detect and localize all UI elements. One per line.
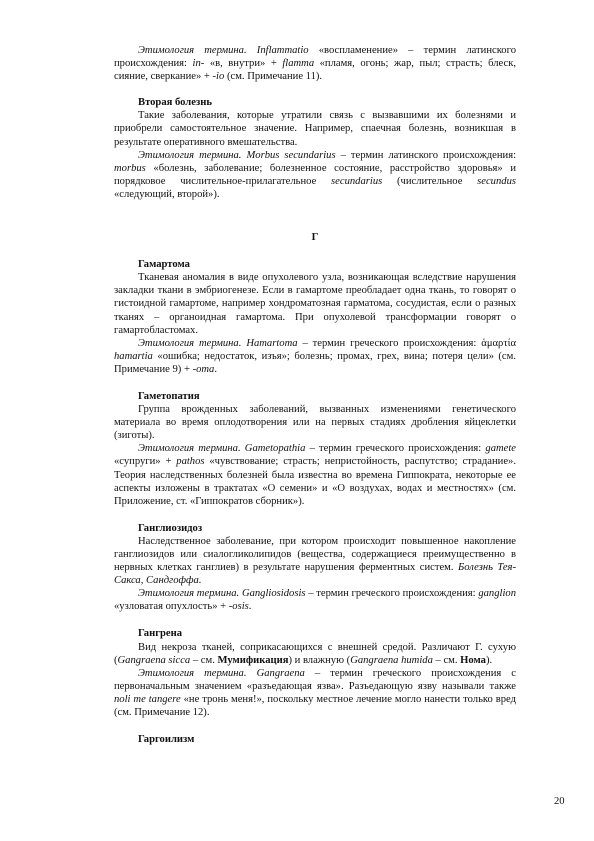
cross-reference: Мумификация — [217, 654, 289, 666]
entry-definition: Тканевая аномалия в виде опухолевого узла, возникающая вследствие нарушения закладки ткани в эмбриогенезе. Если в гамартоме преобладает одна ткань, то говорят о гистоидной гамартоме, например хондроматозная гарматома, сосудистая, если о разных тканях – органоидная гамартома. При опухолевой трансформации говорят о гамартобластомах. — [114, 272, 516, 336]
text-column — [114, 44, 516, 746]
entry-heading-gargoilizm: Гаргоилизм — [138, 734, 195, 746]
entry-definition: Такие заболевания, которые утратили связь с вызвавшими их болезнями и приобрели самостоятельное значение. Например, спаечная болезнь, возникшая в результате оперативного вмешательства. — [114, 110, 516, 148]
entry-etymology: Этимология термина. Morbus secundarius – термин латинского происхождения: morbus «болезнь, заболевание; болезненное состояние, расстройство здоровья» и порядковое числительное-прилагательное secundarius (числительное secundus «следующий, второй»). — [114, 149, 517, 200]
entry-heading-gangrena: Гангрена — [138, 628, 183, 640]
entry-heading-vtoraya-bolezn: Вторая болезнь — [138, 97, 212, 109]
cross-reference: Нома — [460, 654, 486, 666]
entry-heading-gametopatiya: Гаметопатия — [138, 390, 200, 402]
entry-heading-gangliozidoz: Ганглиозидоз — [138, 522, 203, 534]
section-letter: Г — [311, 232, 319, 244]
entry-definition: Вид некроза тканей, соприкасающихся с внешней средой. Различают Г. сухую (Gangraena sicca – см. Мумификация) и влажную (Gangraena humida – см. Нома). — [114, 641, 516, 666]
entry-etymology: Этимология термина. Gangliosidosis – термин греческого происхождения: ganglion «узловатая опухлость» + -osis. — [114, 588, 516, 613]
page-number: 20 — [554, 796, 565, 807]
entry-etymology: Этимология термина. Gametopathia – термин греческого происхождения: gamete «супруги» + pathos «чувствование; страсть; непристойность, распутство; страдание». Теория наследственных болезней была известна во времена Гиппократа, некоторые ее аспекты изложены в трактатах «О семени» и «О воздухах, водах и местностях» (см. Приложение, ст. «Гиппократов сборник»). — [114, 443, 516, 507]
entry-definition: Группа врожденных заболеваний, вызванных изменениями генетического материала во время оплодотворения или на первых стадиях дробления яйцеклетки (зиготы). — [114, 404, 516, 442]
entry-definition: Наследственное заболевание, при котором происходит повышенное накопление ганглиозидов или сиалогликолипидов (вещества, содержащиеся преимущественно в нервных клетках ганглиев) в результате нарушения ферментных систем. Болезнь Тея-Сакса, Сандгоффа. — [114, 535, 516, 587]
intro-etymology: Этимология термина. Inflammatio «воспламенение» – термин латинского происхождения: in- «в, внутри» + flamma «пламя, огонь; жар, пыл; страсть; блеск, сияние, сверкание» + -io (см. Примечание 11). — [114, 45, 516, 83]
term-latin: Inflammatio — [256, 45, 309, 56]
etymology-label: Этимология термина. — [138, 45, 247, 56]
entry-heading-gamartoma: Гамартома — [138, 259, 190, 271]
entry-etymology: Этимология термина. Gangraena – термин греческого происхождения с первоначальным значением «разъедающая язва». Разъедающую язву называли также noli me tangere «не тронь меня!», поскольку местное лечение могло нанести только вред (см. Примечание 12). — [114, 667, 517, 719]
entry-etymology: Этимология термина. Hamartoma – термин греческого происхождения: ἁμαρτία hamartia «ошибка; недостаток, изъя»; болезнь; промах, грех, вина; потеря цели» (см. Примечание 9) + -oma. — [114, 337, 517, 375]
